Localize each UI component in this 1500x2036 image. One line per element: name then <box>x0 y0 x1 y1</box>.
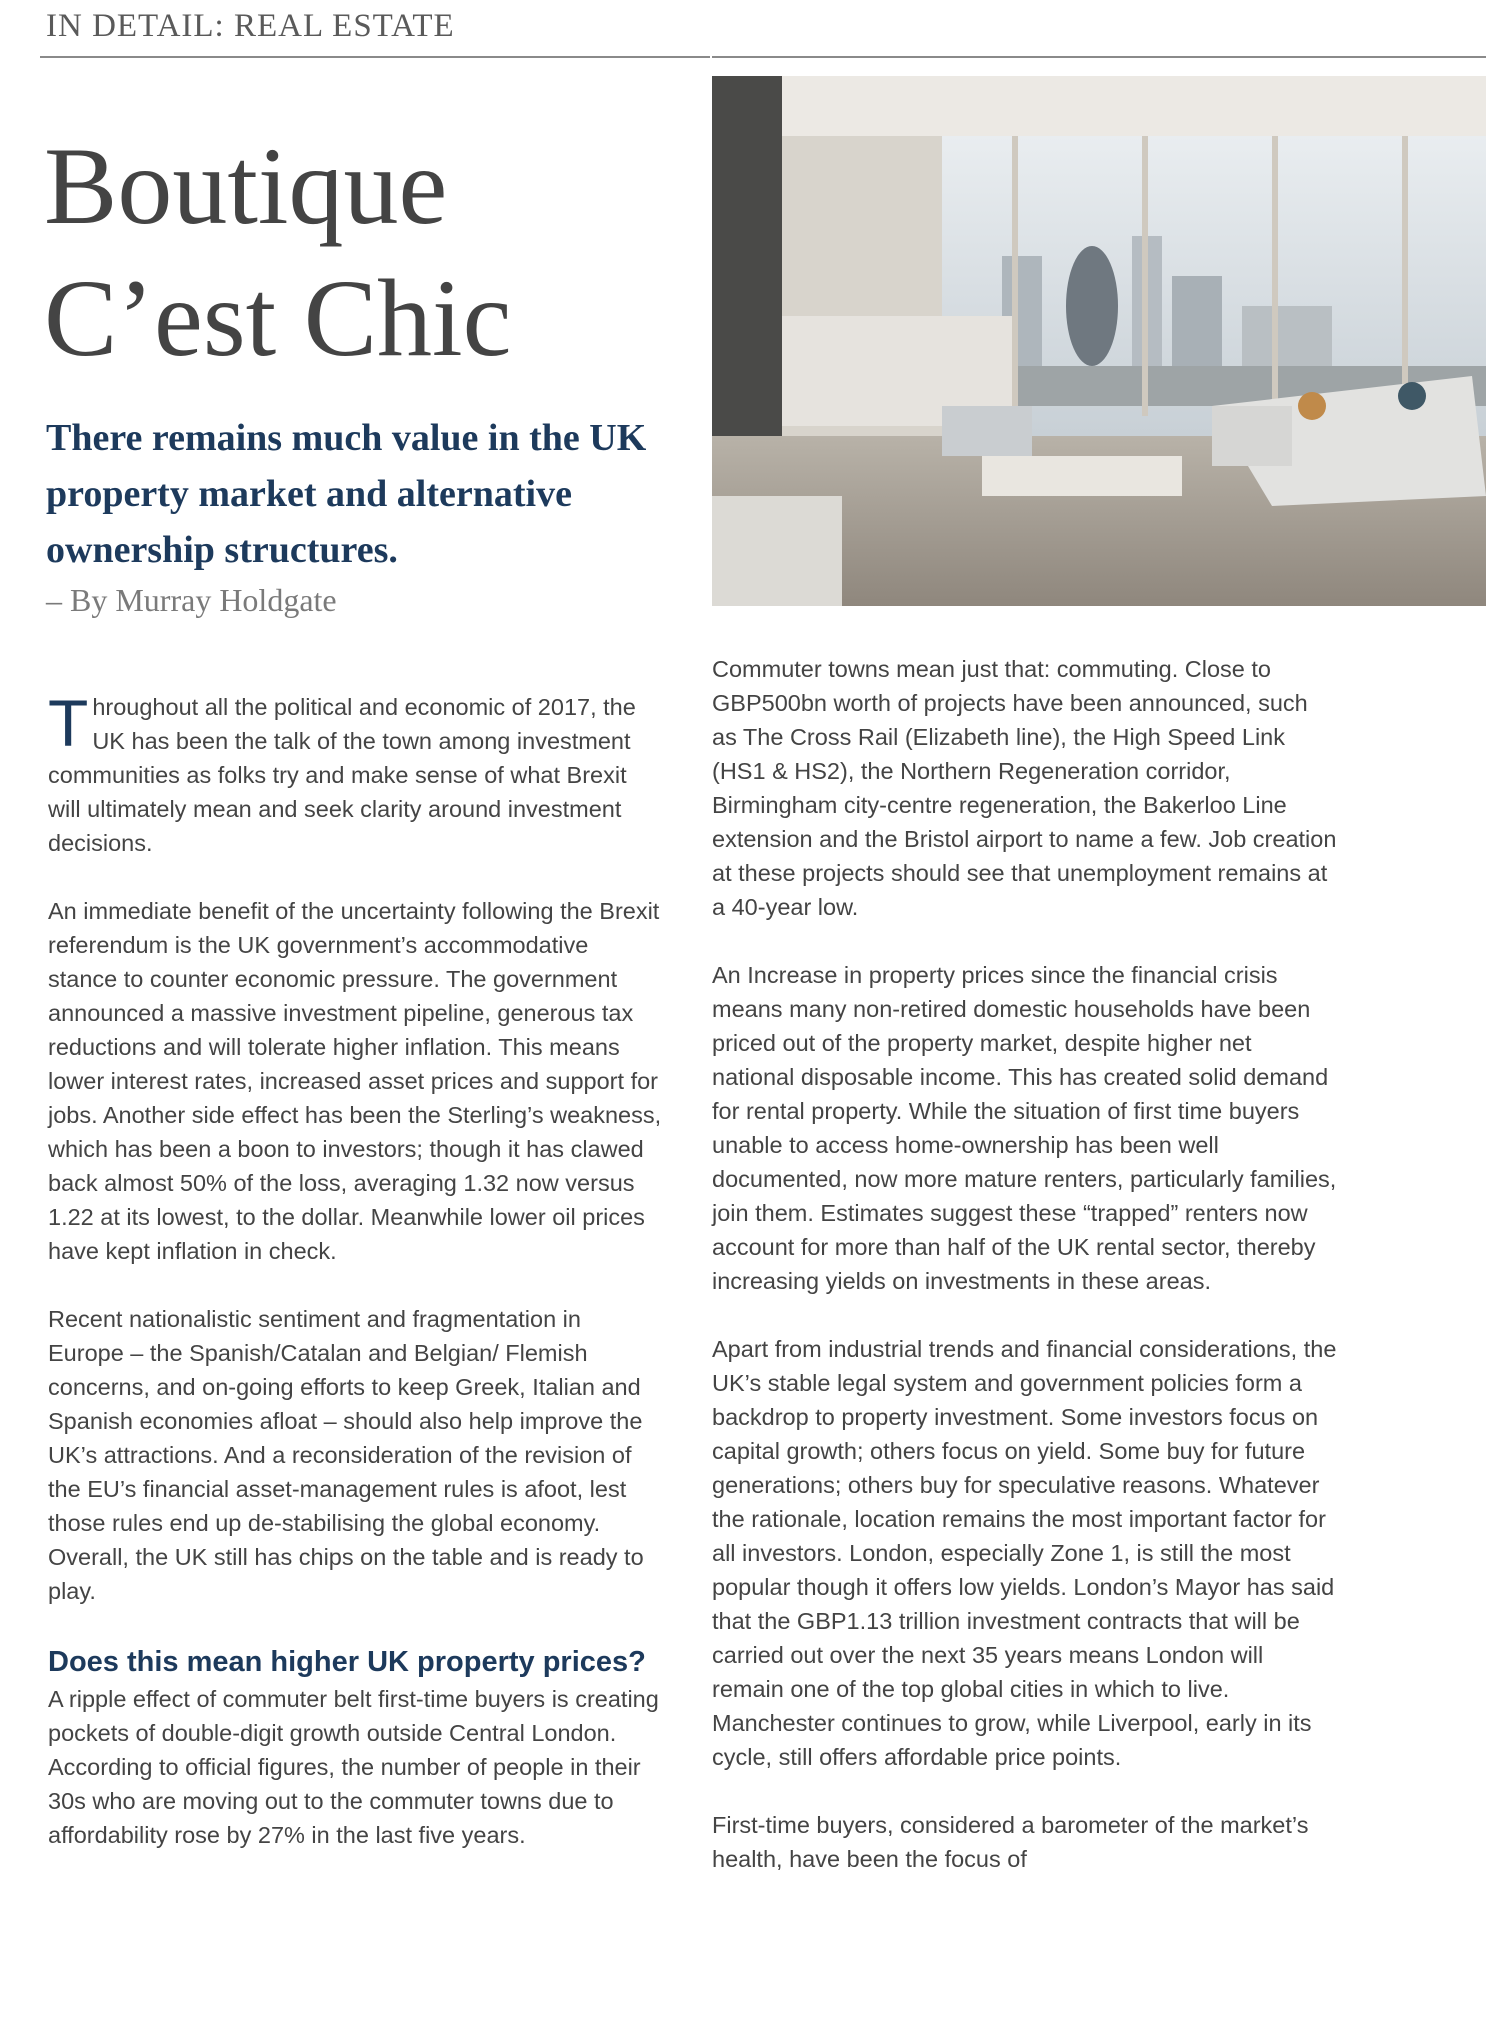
left-column <box>48 686 663 1886</box>
article-title <box>44 120 684 384</box>
standfirst: There remains much value in the UK property market and alternative ownership structures. <box>46 417 647 571</box>
paragraph: Apart from industrial trends and financial considerations, the UK’s stable legal system and government policies form a backdrop to property investment. Some investors focus on capital growth; others focus on yield. Some buy for future generations; others buy for speculative reasons. Whatever the rationale, location remains the most important factor for all investors. London, especially Zone 1, is still the most popular though it offers low yields. London’s Mayor has said that the GBP1.13 trillion investment contracts that will be carried out over the next 35 years means London will remain one of the top global cities in which to live. Manchester continues to grow, while Liverpool, early in its cycle, still offers affordable price points. <box>712 1336 1337 1770</box>
paragraph-text: hroughout all the political and economic of 2017, the UK has been the talk of the town among investment communities as folks try and make sense of what Brexit will ultimately mean and seek clarity around investment decisions. <box>48 694 636 856</box>
header-rule-left <box>40 56 710 58</box>
title-line-2: C’est Chic <box>44 257 512 379</box>
byline: – By Murray Holdgate <box>46 582 337 618</box>
subheading: Does this mean higher UK property prices? <box>48 1646 646 1678</box>
paragraph: An immediate benefit of the uncertainty following the Brexit referendum is the UK government’s accommodative stance to counter economic pressure. The government announced a massive investment pipeline, generous tax reductions and will tolerate higher inflation. This means lower interest rates, increased asset prices and support for jobs. Another side effect has been the Sterling’s weakness, which has been a boon to investors; though it has clawed back almost 50% of the loss, averaging 1.32 now versus 1.22 at its lowest, to the dollar. Meanwhile lower oil prices have kept inflation in check. <box>48 898 662 1264</box>
paragraph: A ripple effect of commuter belt first-time buyers is creating pockets of double-digit growth outside Central London. According to official figures, the number of people in their 30s who are moving out to the commuter towns due to affordability rose by 27% in the last five years. <box>48 1686 659 1848</box>
header-rule-right <box>712 56 1486 58</box>
right-column <box>712 652 1337 1910</box>
apartment-interior-photo <box>712 76 1486 606</box>
paragraph: Recent nationalistic sentiment and fragmentation in Europe – the Spanish/Catalan and Belgian/ Flemish concerns, and on-going efforts to keep Greek, Italian and Spanish economies afloat – should also help improve the UK’s attractions. And a reconsideration of the revision of the EU’s financial asset-management rules is afoot, lest those rules end up de-stabilising the global economy. Overall, the UK still has chips on the table and is ready to play. <box>48 1306 644 1604</box>
section-label: IN DETAIL: REAL ESTATE <box>46 8 455 44</box>
paragraph <box>48 686 663 860</box>
paragraph: An Increase in property prices since the financial crisis means many non-retired domestic households have been priced out of the property market, despite higher net national disposable income. This has created solid demand for rental property. While the situation of first time buyers unable to access home-ownership has been well documented, now more mature renters, particularly families, join them. Estimates suggest these “trapped” renters now account for more than half of the UK rental sector, thereby increasing yields on investments in these areas. <box>712 962 1337 1294</box>
paragraph: First-time buyers, considered a barometer of the market’s health, have been the focus of <box>712 1812 1309 1872</box>
title-line-1: Boutique <box>44 125 448 247</box>
paragraph: Commuter towns mean just that: commuting. Close to GBP500bn worth of projects have been announced, such as The Cross Rail (Elizabeth line), the High Speed Link (HS1 & HS2), the Northern Regeneration corridor, Birmingham city-centre regeneration, the Bakerloo Line extension and the Bristol airport to name a few. Job creation at these projects should see that unemployment remains at a 40-year low. <box>712 656 1337 920</box>
drop-cap: T <box>48 686 89 760</box>
